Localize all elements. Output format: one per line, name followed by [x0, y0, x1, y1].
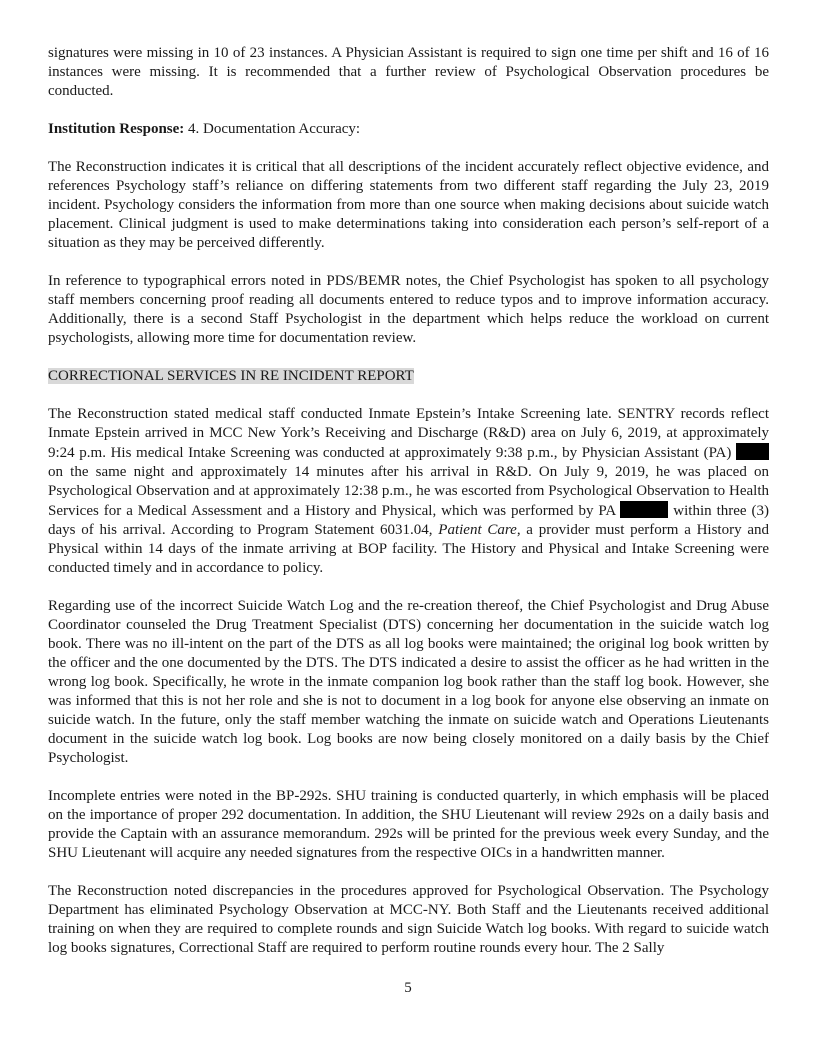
document-page	[48, 44, 769, 977]
section-heading-text: CORRECTIONAL SERVICES IN RE INCIDENT REPORT	[48, 368, 414, 384]
intake-text-b: on the same night and approximately 14 minutes after his arrival in R&D. On July 9, 2019, he was placed on Psychological Observation and at approximately 12:38 p.m., he was escorted from Psychological Observation to Health Services for a Medical Assessment and a History and Physical, which was performed by PA	[48, 464, 769, 519]
institution-response	[48, 120, 769, 139]
policy-title: Patient Care	[438, 522, 517, 538]
page-number: 5	[404, 980, 412, 996]
redaction-box	[620, 501, 668, 518]
paragraph-psych-observation: The Reconstruction noted discrepancies in the procedures approved for Psychological Observation. The Psychology Department has eliminated Psychology Observation at MCC-NY. Both Staff and the Lieutenants received additional training on when they are required to complete rounds and sign Suicide Watch log books. With regard to suicide watch log books signatures, Correctional Staff are required to perform routine rounds every hour. The 2 Sally	[48, 883, 769, 956]
institution-response-text: 4. Documentation Accuracy:	[184, 121, 361, 137]
intake-text-a: The Reconstruction stated medical staff conducted Inmate Epstein’s Intake Screening late. SENTRY records reflect Inmate Epstein arrived in MCC New York’s Receiving and Discharge (R&D) area on July 6, 2019, at approximately 9:24 p.m. His medical Intake Screening was conducted at approximately 9:38 p.m., by Physician Assistant (PA)	[48, 406, 769, 461]
intake-text-c: within three (3) days of his arrival. According to Program Statement 6031.04,	[48, 503, 769, 538]
paragraph-suicide-watch-log: Regarding use of the incorrect Suicide Watch Log and the re-creation thereof, the Chief Psychologist and Drug Abuse Coordinator counseled the Drug Treatment Specialist (DTS) concerning her documentation in the suicide watch log book. There was no ill-intent on the part of the DTS as all log books were maintained; the original log book written by the officer and the one documented by the DTS. The DTS indicated a desire to assist the officer as he had written in the wrong log book. Specifically, he wrote in the inmate companion log book rather than the staff log book. However, she was informed that this is not her role and she is not to document in a log book for anyone else observing an inmate on suicide watch. In the future, only the staff member watching the inmate on suicide watch and Operations Lieutenants document in the suicide watch log book. Log books are now being closely monitored on a daily basis by the Chief Psychologist.	[48, 598, 769, 766]
intake-text-d: , a provider must perform a History and Physical within 14 days of the inmate arriving at BOP facility. The History and Physical and Intake Screening were conducted timely and in accordance to policy.	[48, 522, 769, 576]
paragraph-reconstruction: The Reconstruction indicates it is critical that all descriptions of the incident accurately reflect objective evidence, and references Psychology staff’s reliance on differing statements from two different staff regarding the July 23, 2019 incident. Psychology considers the information from more than one source when making decisions about suicide watch placement. Clinical judgment is used to make determinations taking into consideration each person’s self-report of a situation as they may be perceived differently.	[48, 159, 769, 251]
paragraph-intake-screening	[48, 405, 769, 578]
paragraph-typographical: In reference to typographical errors noted in PDS/BEMR notes, the Chief Psychologist has spoken to all psychology staff members concerning proof reading all documents entered to reduce typos and to improve information accuracy. Additionally, there is a second Staff Psychologist in the department which helps reduce the workload on current psychologists, allowing more time for documentation review.	[48, 273, 769, 346]
institution-response-label: Institution Response:	[48, 121, 185, 137]
section-heading	[48, 367, 769, 386]
paragraph-bp292: Incomplete entries were noted in the BP-292s. SHU training is conducted quarterly, in which emphasis will be placed on the importance of proper 292 documentation. In addition, the SHU Lieutenant will review 292s on a daily basis and provide the Captain with an assurance memorandum. 292s will be printed for the previous week every Sunday, and the SHU Lieutenant will acquire any needed signatures from the respective OICs in a handwritten manner.	[48, 788, 769, 861]
redaction-box	[736, 443, 769, 460]
paragraph-signatures: signatures were missing in 10 of 23 instances. A Physician Assistant is required to sign one time per shift and 16 of 16 instances were missing. It is recommended that a further review of Psychological Observation procedures be conducted.	[48, 45, 769, 99]
